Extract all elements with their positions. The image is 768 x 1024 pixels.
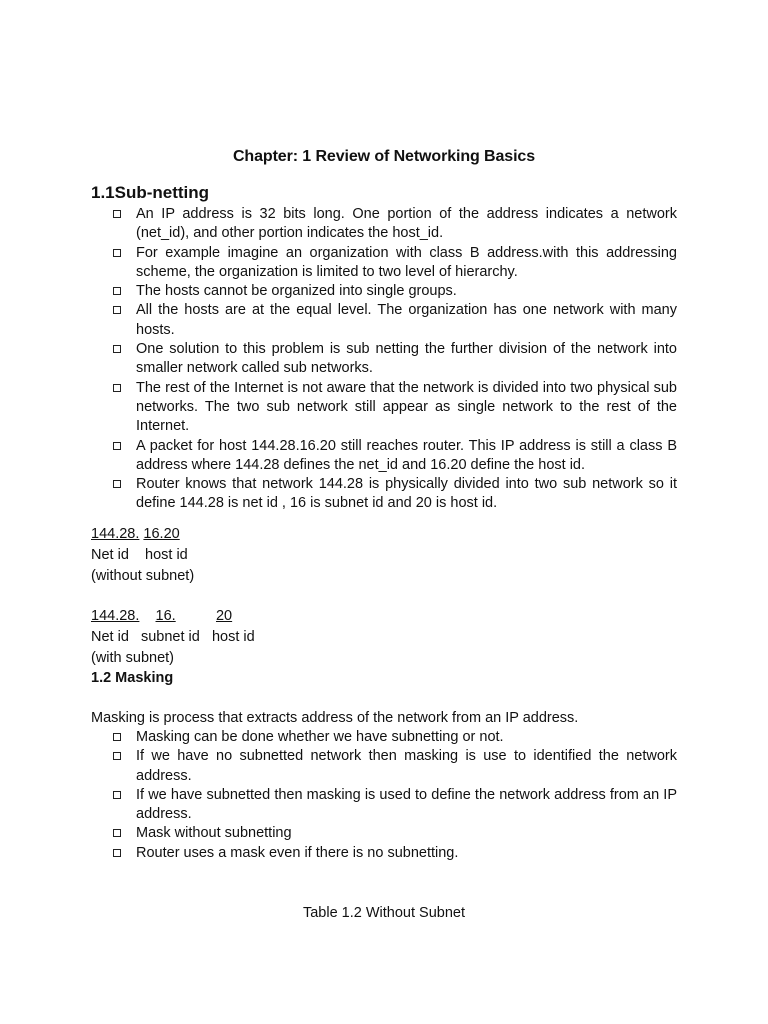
list-item <box>0 340 677 379</box>
bullet-box-icon <box>113 733 121 741</box>
ip-example-without-subnet <box>91 524 180 544</box>
bullet-text: Masking can be done whether we have subnetting or not. <box>136 729 504 745</box>
bullet-box-icon <box>113 249 121 257</box>
bullet-box-icon <box>113 384 121 392</box>
without-subnet-note: (without subnet) <box>91 568 195 584</box>
bullet-text: For example imagine an organization with class B address.with this addressing scheme, the organization is limited to two level of hierarchy. <box>136 244 677 280</box>
host-part: 16.20 <box>143 526 180 542</box>
bullet-box-icon <box>113 791 121 799</box>
subnet-part: 16. <box>155 608 176 624</box>
bullet-text: If we have no subnetted network then masking is use to identified the network address. <box>136 748 677 784</box>
host-id-label: host id <box>211 629 255 645</box>
bullet-box-icon <box>113 210 121 218</box>
net-id-label: Net id <box>91 547 129 563</box>
bullet-box-icon <box>113 829 121 837</box>
list-item <box>0 379 677 437</box>
bullet-box-icon <box>113 752 121 760</box>
masking-intro: Masking is process that extracts address of the network from an IP address. <box>91 710 579 726</box>
masking-bullet-list <box>0 728 677 863</box>
list-item <box>0 728 677 747</box>
ip-example-with-subnet-labels <box>91 627 255 647</box>
list-item <box>0 301 677 340</box>
bullet-text: Router knows that network 144.28 is physically divided into two sub network so it define 144.28 is net id , 16 is subnet id and 20 is host id. <box>136 476 677 512</box>
bullet-box-icon <box>113 287 121 295</box>
section-heading-masking: 1.2 Masking <box>91 670 174 686</box>
section-heading-subnetting: 1.1Sub-netting <box>91 183 210 202</box>
bullet-text: An IP address is 32 bits long. One portion of the address indicates a network (net_id), and other portion indicates the host_id. <box>136 206 677 242</box>
list-item <box>0 824 677 843</box>
host-part: 20 <box>215 608 233 624</box>
bullet-text: The rest of the Internet is not aware that the network is divided into two physical sub networks. The two sub network still appear as single network to the rest of the Internet. <box>136 379 677 435</box>
subnetting-bullet-list <box>0 205 677 514</box>
bullet-box-icon <box>113 480 121 488</box>
bullet-box-icon <box>113 442 121 450</box>
table-caption: Table 1.2 Without Subnet <box>302 905 466 921</box>
list-item <box>0 244 677 283</box>
bullet-text: A packet for host 144.28.16.20 still reaches router. This IP address is still a class B address where 144.28 defines the net_id and 16.20 define the host id. <box>136 437 677 473</box>
chapter-title: Chapter: 1 Review of Networking Basics <box>232 148 536 165</box>
host-id-label: host id <box>145 547 188 563</box>
bullet-box-icon <box>113 849 121 857</box>
list-item <box>0 786 677 825</box>
list-item <box>0 747 677 786</box>
bullet-text: The hosts cannot be organized into single groups. <box>136 283 457 300</box>
subnet-id-label: subnet id <box>140 629 200 645</box>
ip-example-without-subnet-labels <box>91 545 188 565</box>
bullet-box-icon <box>113 345 121 353</box>
list-item <box>0 844 677 863</box>
bullet-text: Router uses a mask even if there is no subnetting. <box>136 844 459 861</box>
net-part: 144.28. <box>91 608 140 624</box>
with-subnet-note: (with subnet) <box>91 650 175 666</box>
bullet-text: All the hosts are at the equal level. The organization has one network with many hosts. <box>136 302 677 338</box>
list-item <box>0 437 677 476</box>
ip-example-with-subnet <box>91 606 232 626</box>
bullet-box-icon <box>113 306 121 314</box>
net-part: 144.28. <box>91 526 140 542</box>
list-item <box>0 282 677 301</box>
bullet-text: If we have subnetted then masking is used to define the network address from an IP address. <box>136 786 677 823</box>
net-id-label: Net id <box>91 629 129 645</box>
bullet-text: Mask without subnetting <box>136 825 292 842</box>
bullet-text: One solution to this problem is sub netting the further division of the network into smaller network called sub networks. <box>136 341 677 377</box>
list-item <box>0 475 677 514</box>
list-item <box>0 205 677 244</box>
